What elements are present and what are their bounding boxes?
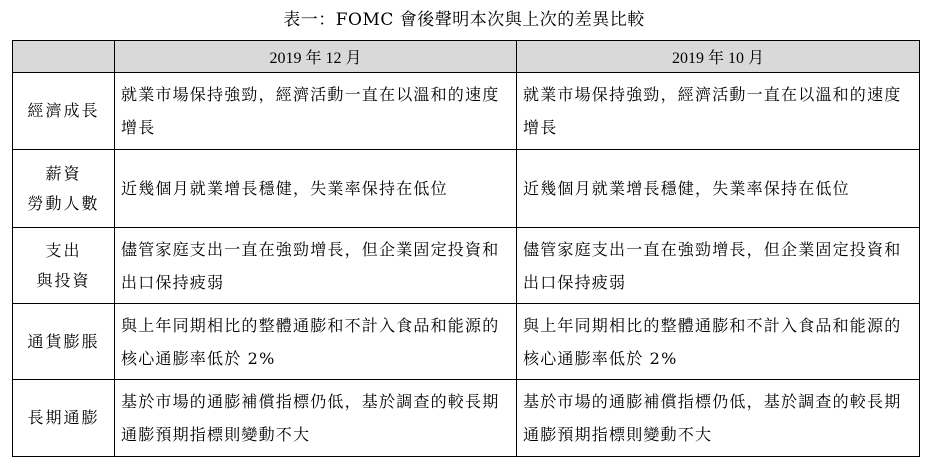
header-oct-2019: 2019 年 10 月 xyxy=(517,41,920,73)
header-row xyxy=(13,41,920,73)
oct-cell: 與上年同期相比的整體通膨和不計入食品和能源的核心通膨率低於 2% xyxy=(517,304,920,380)
table-row xyxy=(13,73,920,150)
row-label xyxy=(13,150,115,228)
table-row xyxy=(13,228,920,304)
table-row xyxy=(13,380,920,457)
table-row xyxy=(13,304,920,380)
row-label-line: 與投資 xyxy=(36,270,91,290)
table-row xyxy=(13,150,920,228)
dec-cell: 基於市場的通膨補償指標仍低，基於調查的較長期通膨預期指標則變動不大 xyxy=(115,380,517,457)
oct-cell: 儘管家庭支出一直在強勁增長，但企業固定投資和出口保持疲弱 xyxy=(517,228,920,304)
dec-cell: 與上年同期相比的整體通膨和不計入食品和能源的核心通膨率低於 2% xyxy=(115,304,517,380)
oct-cell: 就業市場保持強勁，經濟活動一直在以溫和的速度增長 xyxy=(517,73,920,150)
oct-cell: 基於市場的通膨補償指標仍低，基於調查的較長期通膨預期指標則變動不大 xyxy=(517,380,920,457)
dec-cell: 儘管家庭支出一直在強勁增長，但企業固定投資和出口保持疲弱 xyxy=(115,228,517,304)
row-label xyxy=(13,304,115,380)
table-title: 表一：FOMC 會後聲明本次與上次的差異比較 xyxy=(283,10,645,30)
header-dec-2019: 2019 年 12 月 xyxy=(115,41,517,73)
row-label-line: 經濟成長 xyxy=(27,101,100,120)
row-label xyxy=(13,380,115,457)
row-label-line: 通貨膨脹 xyxy=(27,331,100,351)
dec-cell: 近幾個月就業增長穩健，失業率保持在低位 xyxy=(115,150,517,228)
row-label-line: 長期通膨 xyxy=(27,408,100,427)
row-label xyxy=(13,228,115,304)
dec-cell: 就業市場保持強勁，經濟活動一直在以溫和的速度增長 xyxy=(115,73,517,150)
row-label-line: 支出 xyxy=(45,240,82,260)
row-label xyxy=(13,73,115,150)
oct-cell: 近幾個月就業增長穩健，失業率保持在低位 xyxy=(517,150,920,228)
row-label-line: 薪資 xyxy=(45,163,82,183)
comparison-table xyxy=(12,40,920,457)
header-corner-cell xyxy=(13,41,115,73)
row-label-line: 勞動人數 xyxy=(27,193,100,213)
